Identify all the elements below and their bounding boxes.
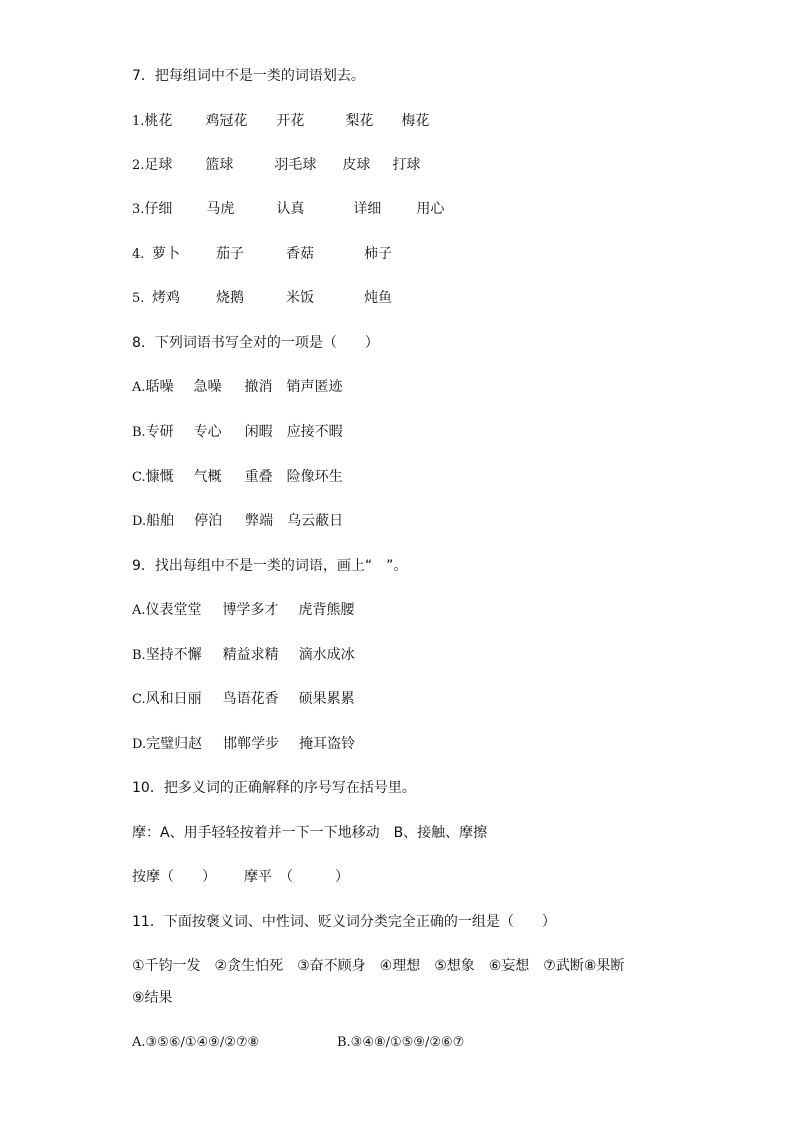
- word: 打球: [392, 157, 421, 173]
- word: 停泊: [194, 513, 223, 529]
- q7-row-4: [132, 244, 392, 265]
- q8-option-b: [132, 422, 343, 443]
- option-letter: D.: [132, 514, 147, 529]
- word: 桃花: [144, 113, 173, 129]
- q11-items-line-1: ①千钧一发 ②贪生怕死 ③奋不顾身 ④理想 ⑤想象 ⑥妄想 ⑦武断⑧果断: [132, 958, 625, 974]
- option-letter: C.: [132, 692, 146, 707]
- word: 船舶: [146, 513, 175, 529]
- option-letter: D.: [132, 737, 147, 752]
- q7-row-5: [132, 288, 392, 309]
- word: 香菇: [286, 246, 314, 262]
- word: 险像环生: [286, 469, 343, 485]
- row-number: 5.: [132, 291, 145, 306]
- word: 详细: [353, 201, 382, 217]
- word: 弊端: [245, 513, 274, 529]
- word: 皮球: [342, 157, 371, 173]
- word: 认真: [276, 201, 305, 217]
- word: 羽毛球: [274, 157, 317, 173]
- word: 专心: [193, 424, 222, 440]
- q9-title: 9．找出每组中不是一类的词语，画上“ ”。: [132, 558, 408, 574]
- word: 坚持不懈: [145, 647, 202, 663]
- word: 急噪: [193, 379, 222, 395]
- word: 米饭: [286, 290, 314, 306]
- word: 足球: [144, 157, 173, 173]
- q7-title: 7．把每组词中不是一类的词语划去。: [132, 68, 365, 84]
- word: 博学多才: [222, 602, 279, 618]
- word: 烧鹅: [216, 290, 244, 306]
- word: 慷慨: [145, 469, 174, 485]
- word: 梅花: [401, 113, 430, 129]
- word: 鸡冠花: [205, 113, 248, 129]
- q7-row-2: [132, 155, 420, 176]
- q8-option-c: [132, 467, 343, 488]
- word: 茄子: [216, 246, 244, 262]
- word: 烤鸡: [152, 290, 180, 306]
- q9-option-d: [132, 734, 355, 755]
- row-number: 1.: [132, 114, 145, 129]
- word: 闲暇: [244, 424, 273, 440]
- word: 销声匿迹: [286, 379, 343, 395]
- word: 开花: [276, 113, 305, 129]
- word: 撤消: [244, 379, 273, 395]
- row-number: 3.: [132, 202, 145, 217]
- word: 炖鱼: [364, 290, 392, 306]
- word: 气概: [193, 469, 222, 485]
- word: 邯郸学步: [223, 736, 280, 752]
- word: 硕果累累: [298, 691, 355, 707]
- option-letter: B.: [132, 425, 146, 440]
- q10-definition: 摩：A、用手轻轻按着并一下一下地移动 B、接触、摩擦: [132, 825, 488, 841]
- word: 柿子: [364, 246, 392, 262]
- option-letter: A.: [132, 603, 146, 618]
- row-number: 4.: [132, 247, 145, 262]
- word: 马虎: [206, 201, 235, 217]
- option-letter: B.: [132, 648, 146, 663]
- option-letter: A.: [132, 380, 146, 395]
- word: 重叠: [244, 469, 273, 485]
- word: 鸟语花香: [222, 691, 279, 707]
- word: 梨花: [345, 113, 374, 129]
- word: 用心: [416, 201, 445, 217]
- word: 精益求精: [222, 647, 279, 663]
- q11-option-b: B.③④⑧/①⑤⑨/②⑥⑦: [337, 1035, 465, 1050]
- q11-items-line-2: ⑨结果: [132, 990, 173, 1006]
- blank-anmo: 按摩（ ）: [132, 869, 216, 885]
- word: 风和日丽: [145, 691, 202, 707]
- word: 萝卜: [152, 246, 180, 262]
- q11-title: 11．下面按褒义词、中性词、贬义词分类完全正确的一组是（ ）: [132, 914, 556, 930]
- blank-moping: 摩平 （ ）: [244, 869, 349, 885]
- q8-title: 8．下列词语书写全对的一项是（ ）: [132, 335, 379, 351]
- q8-option-a: [132, 377, 343, 398]
- q8-option-d: [132, 511, 343, 532]
- word: 掩耳盗铃: [299, 736, 356, 752]
- word: 仔细: [144, 201, 173, 217]
- word: 篮球: [205, 157, 234, 173]
- q10-blanks: [132, 867, 349, 887]
- word: 完璧归赵: [146, 736, 203, 752]
- q11-option-a: A.③⑤⑥/①④⑨/②⑦⑧: [132, 1035, 260, 1050]
- q11-options: [132, 1033, 464, 1053]
- q7-row-3: [132, 199, 444, 220]
- word: 专研: [145, 424, 174, 440]
- q10-title: 10．把多义词的正确解释的序号写在括号里。: [132, 780, 416, 796]
- word: 虎背熊腰: [298, 602, 355, 618]
- word: 乌云蔽日: [287, 513, 344, 529]
- q9-option-b: [132, 645, 355, 666]
- q9-option-a: [132, 600, 355, 621]
- word: 应接不暇: [286, 424, 343, 440]
- q7-row-1: [132, 111, 429, 132]
- option-letter: C.: [132, 470, 146, 485]
- word: 聒噪: [145, 379, 174, 395]
- q9-option-c: [132, 689, 355, 710]
- word: 仪表堂堂: [145, 602, 202, 618]
- row-number: 2.: [132, 158, 145, 173]
- word: 滴水成冰: [298, 647, 355, 663]
